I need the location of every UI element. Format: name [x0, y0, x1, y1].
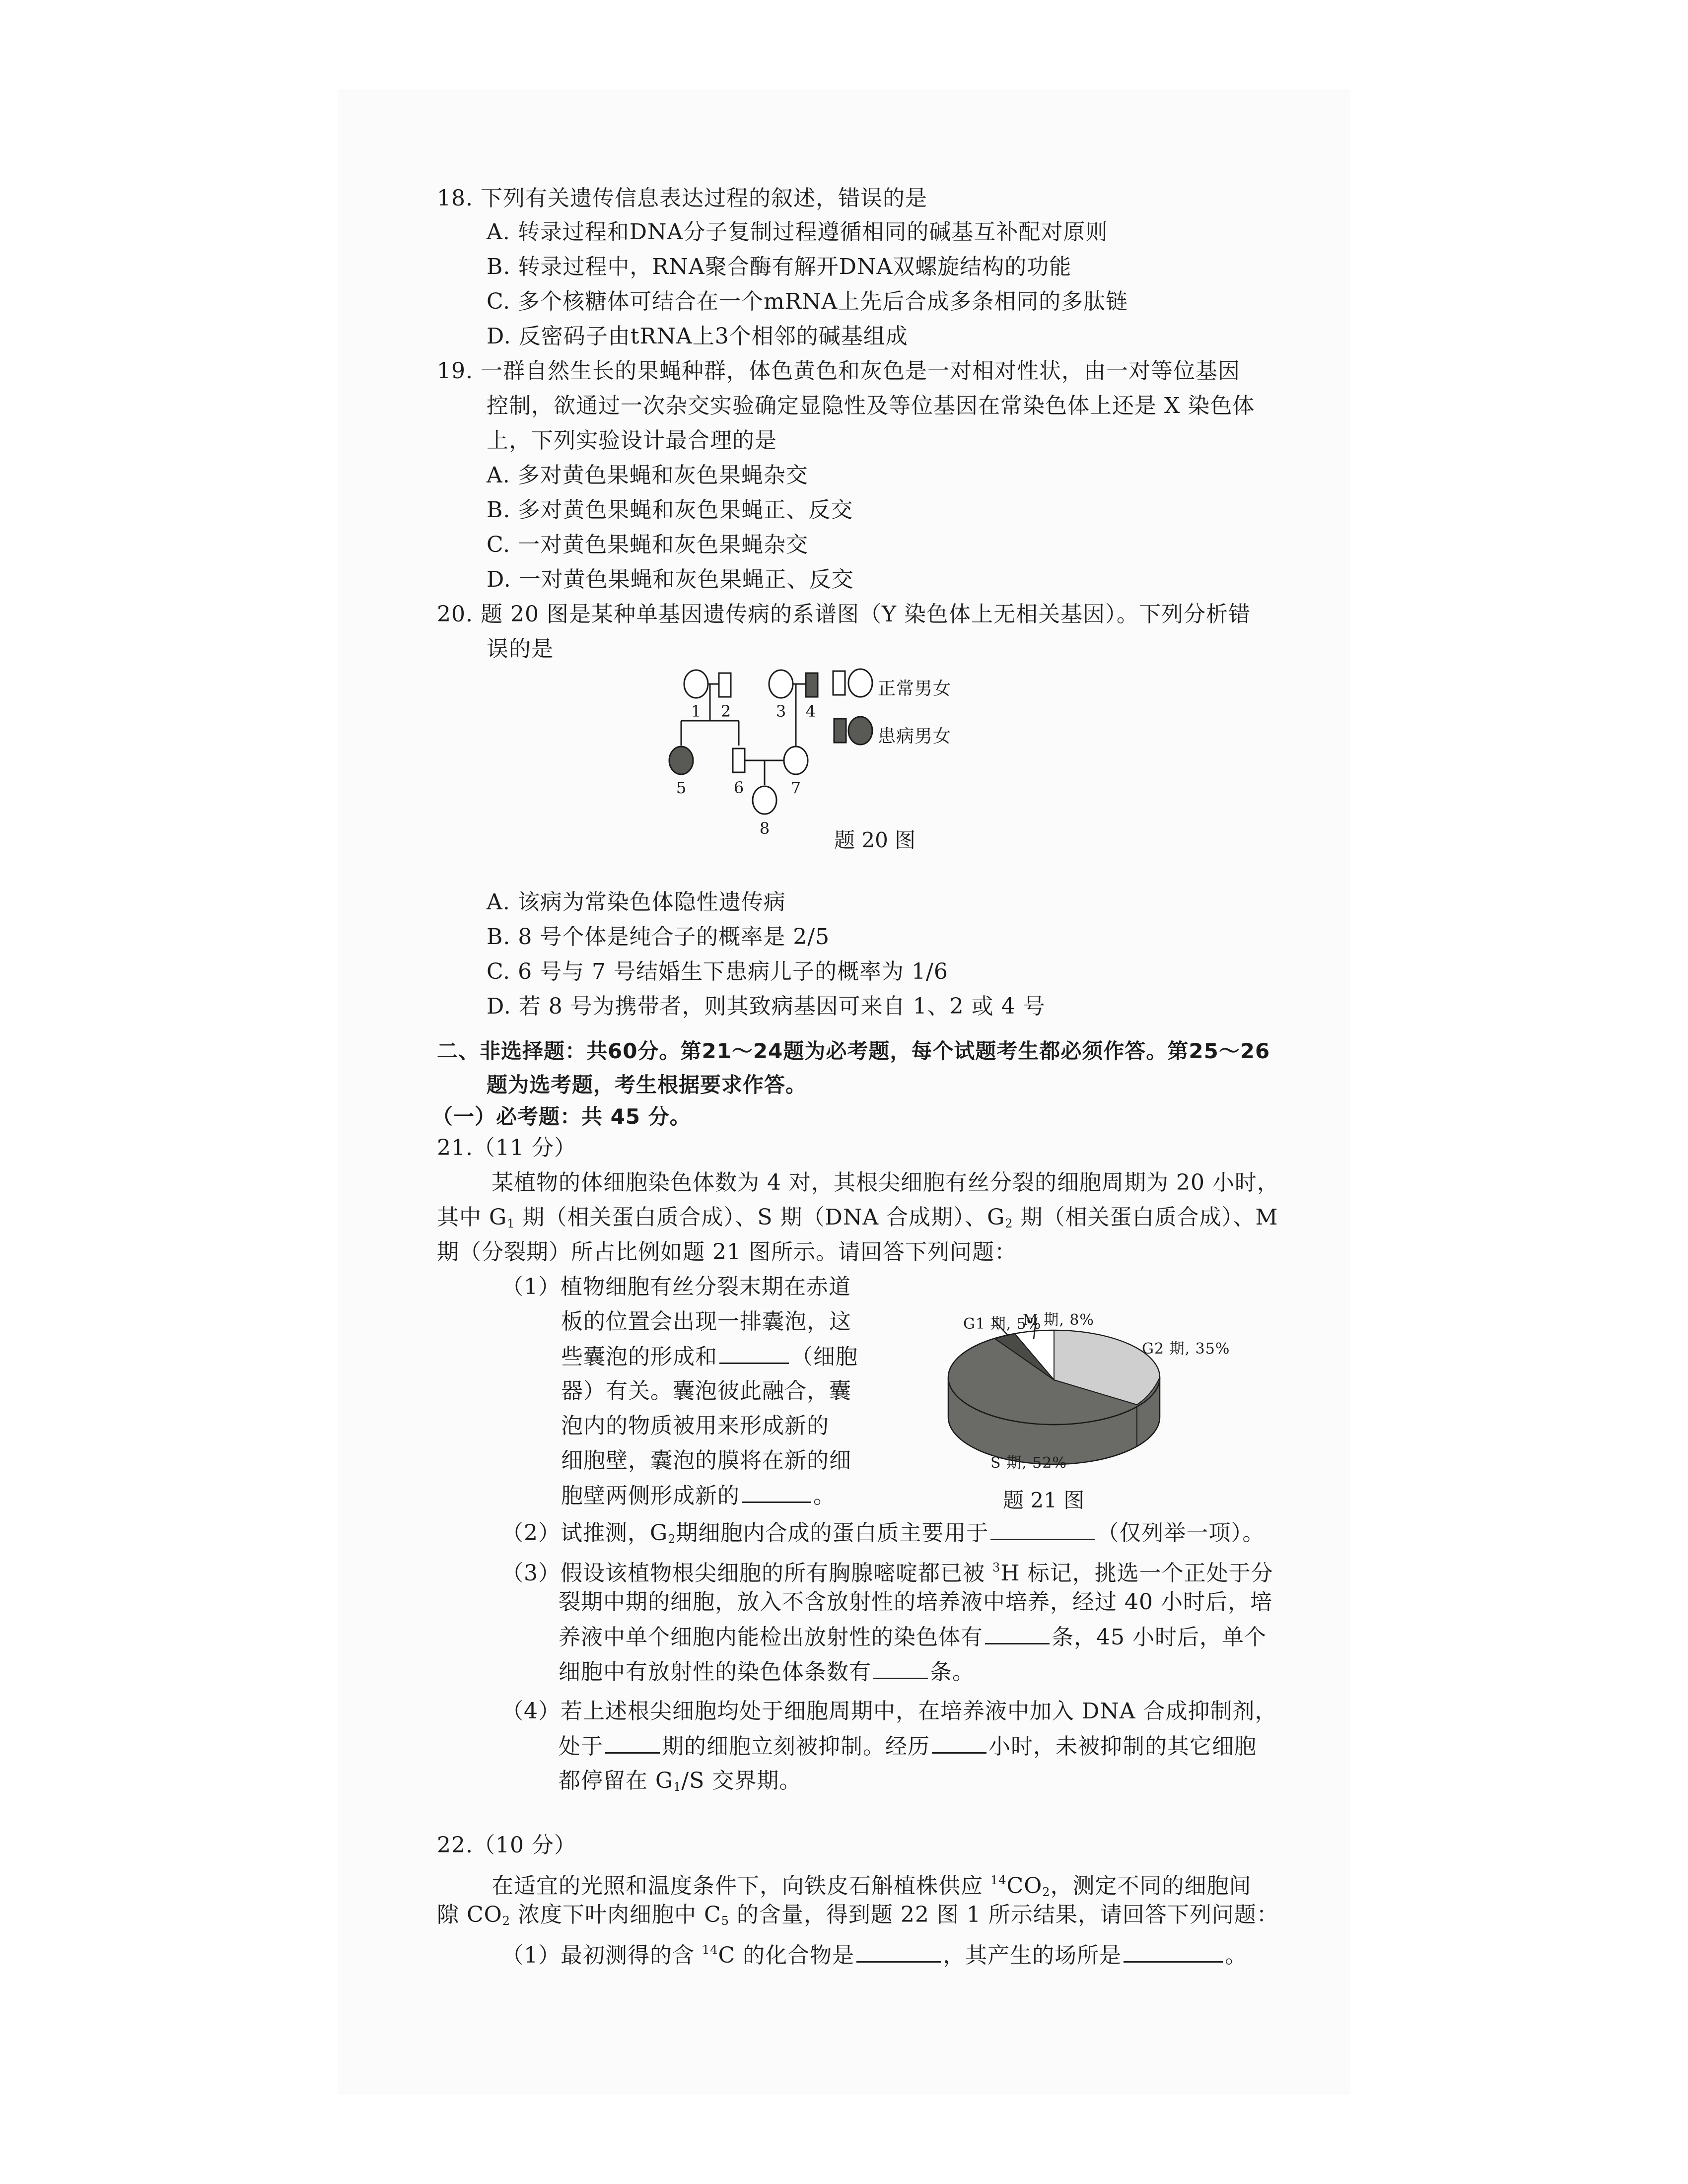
q20-option-d: D. 若 8 号为携带者，则其致病基因可来自 1、2 或 4 号	[487, 994, 1046, 1019]
svg-text:2: 2	[720, 702, 731, 721]
answer-blank-location[interactable]	[1124, 1941, 1223, 1963]
svg-text:3: 3	[775, 702, 786, 721]
legend-normal-female-icon	[848, 669, 872, 697]
q21-part1-line1: （1）植物细胞有丝分裂末期在赤道	[501, 1274, 851, 1299]
pie-label-s: S 期, 52%	[990, 1454, 1067, 1472]
q20-option-c: C. 6 号与 7 号结婚生下患病儿子的概率为 1/6	[487, 959, 948, 984]
svg-text:4: 4	[805, 702, 816, 721]
pie-label-m: M 期, 8%	[1023, 1311, 1094, 1329]
q21-part1-line5: 泡内的物质被用来形成新的	[561, 1413, 829, 1438]
answer-blank-protein-use[interactable]	[990, 1519, 1095, 1540]
legend-normal-label: 正常男女	[878, 679, 952, 699]
answer-blank-phase[interactable]	[605, 1732, 660, 1754]
individual-1-female	[684, 670, 708, 698]
q21-intro-line2: 其中 $G_1$ 期（相关蛋白质合成）、S 期（DNA 合成期）、$G_2$ 期（相关蛋白质合成）、M	[437, 1205, 1278, 1230]
individual-3-female	[769, 670, 793, 698]
q21-part1-line2: 板的位置会出现一排囊泡，这	[561, 1309, 851, 1334]
pie-label-g1: G1 期, 5%	[963, 1315, 1042, 1333]
pie-label-g2: G2 期, 35%	[1142, 1340, 1230, 1358]
q19-option-c: C. 一对黄色果蝇和灰色果蝇杂交	[487, 532, 809, 557]
q21-part3-line2: 裂期中期的细胞，放入不含放射性的培养液中培养，经过 40 小时后，培	[559, 1589, 1272, 1615]
q21-part1-line6: 细胞壁，囊泡的膜将在新的细	[561, 1448, 851, 1473]
legend-affected-label: 患病男女	[878, 726, 952, 747]
answer-blank-compound[interactable]	[856, 1941, 941, 1963]
individual-8-female	[753, 786, 776, 814]
q21-part1-line4: 器）有关。囊泡彼此融合，囊	[561, 1378, 851, 1404]
q20-option-b: B. 8 号个体是纯合子的概率是 2/5	[487, 924, 830, 950]
legend-normal-male-icon	[833, 671, 845, 695]
answer-blank-45h[interactable]	[873, 1658, 928, 1679]
q22-part1: （1）最初测得的含 $^{14}$C 的化合物是 ，其产生的场所是 。	[501, 1936, 1247, 1970]
answer-blank-organelle[interactable]	[719, 1343, 789, 1364]
individual-5-female-affected	[669, 747, 693, 774]
q21-intro-line3: 期（分裂期）所占比例如题 21 图所示。请回答下列问题：	[437, 1239, 1017, 1265]
figure-21-caption: 题 21 图	[1003, 1488, 1085, 1512]
section2-heading-line1: 二、非选择题：共60分。第21～24题为必考题，每个试题考生都必须作答。第25～26	[437, 1039, 1270, 1063]
individual-2-male	[719, 673, 731, 697]
q19-stem-line3: 上，下列实验设计最合理的是	[487, 428, 777, 453]
q19-stem-line2: 控制，欲通过一次杂交实验确定显隐性及等位基因在常染色体上还是 X 染色体	[487, 393, 1255, 418]
legend-affected-female-icon	[848, 717, 872, 745]
q18-option-a: A. 转录过程和DNA分子复制过程遵循相同的碱基互补配对原则	[487, 219, 1108, 245]
svg-text:8: 8	[759, 819, 770, 838]
legend-affected-male-icon	[834, 719, 846, 743]
individual-4-male-affected	[806, 673, 818, 697]
q21-part4-line3: 都停留在 $G_1/S$ 交界期。	[559, 1768, 802, 1794]
q20-stem-line1: 20. 题 20 图是某种单基因遗传病的系谱图（Y 染色体上无相关基因）。下列分析错	[437, 602, 1251, 627]
q20-stem-line2: 误的是	[487, 636, 554, 662]
answer-blank-membrane[interactable]	[742, 1482, 811, 1503]
q21-part2: （2）试推测，$G_2$期细胞内合成的蛋白质主要用于 （仅列举一项）。	[501, 1519, 1265, 1553]
q18-option-d: D. 反密码子由tRNA上3个相邻的碱基组成	[487, 324, 908, 349]
answer-blank-hours[interactable]	[932, 1732, 986, 1754]
q18-stem: 18. 下列有关遗传信息表达过程的叙述，错误的是	[437, 186, 927, 211]
q21-part4-line1: （4）若上述根尖细胞均处于细胞周期中，在培养液中加入 DNA 合成抑制剂，	[501, 1699, 1277, 1724]
svg-text:5: 5	[676, 778, 687, 797]
q21-header: 21.（11 分）	[437, 1135, 576, 1160]
q21-part3-line1: （3）假设该植物根尖细胞的所有胸腺嘧啶都已被 $^3$H 标记，挑选一个正处于分	[501, 1561, 1273, 1586]
answer-blank-40h[interactable]	[985, 1623, 1050, 1644]
q21-intro-line1: 某植物的体细胞染色体数为 4 对，其根尖细胞有丝分裂的细胞周期为 20 小时，	[492, 1170, 1279, 1195]
individual-7-female	[784, 747, 808, 774]
q21-part1-line3: 些囊泡的形成和 （细胞	[561, 1343, 858, 1371]
q21-part1-line7: 胞壁两侧形成新的 。	[561, 1482, 836, 1510]
q22-intro-line2: 隙 $CO_2$ 浓度下叶肉细胞中 $C_5$ 的含量，得到题 22 图 1 所示结果，请回答下列问题：	[437, 1902, 1279, 1928]
svg-text:7: 7	[790, 778, 801, 797]
q19-option-b: B. 多对黄色果蝇和灰色果蝇正、反交	[487, 497, 853, 523]
q18-option-c: C. 多个核糖体可结合在一个mRNA上先后合成多条相同的多肽链	[487, 289, 1128, 314]
q21-part4-line2: 处于 期的细胞立刻被抑制。经历 小时，未被抑制的其它细胞	[559, 1732, 1257, 1761]
svg-text:1: 1	[691, 702, 702, 721]
svg-text:6: 6	[733, 778, 744, 797]
q22-header: 22.（10 分）	[437, 1833, 576, 1858]
q19-stem-line1: 19. 一群自然生长的果蝇种群，体色黄色和灰色是一对相对性状，由一对等位基因	[437, 358, 1240, 384]
section2-heading-line2: 题为选考题，考生根据要求作答。	[487, 1073, 807, 1097]
q19-option-a: A. 多对黄色果蝇和灰色果蝇杂交	[487, 463, 808, 488]
individual-6-male	[733, 749, 745, 772]
q19-option-d: D. 一对黄色果蝇和灰色果蝇正、反交	[487, 567, 854, 592]
figure-20-caption: 题 20 图	[834, 828, 916, 852]
q18-option-b: B. 转录过程中，RNA聚合酶有解开DNA双螺旋结构的功能	[487, 254, 1072, 279]
section2-subheading: （一）必考题：共 45 分。	[432, 1104, 691, 1129]
q21-part3-line4: 细胞中有放射性的染色体条数有 条。	[559, 1658, 975, 1686]
q22-intro-line1: 在适宜的光照和温度条件下，向铁皮石斛植株供应 $^{14}CO_2$，测定不同的细胞间	[492, 1873, 1252, 1899]
q21-part3-line3: 养液中单个细胞内能检出放射性的染色体有 条，45 小时后，单个	[559, 1623, 1266, 1651]
q20-option-a: A. 该病为常染色体隐性遗传病	[487, 889, 786, 915]
